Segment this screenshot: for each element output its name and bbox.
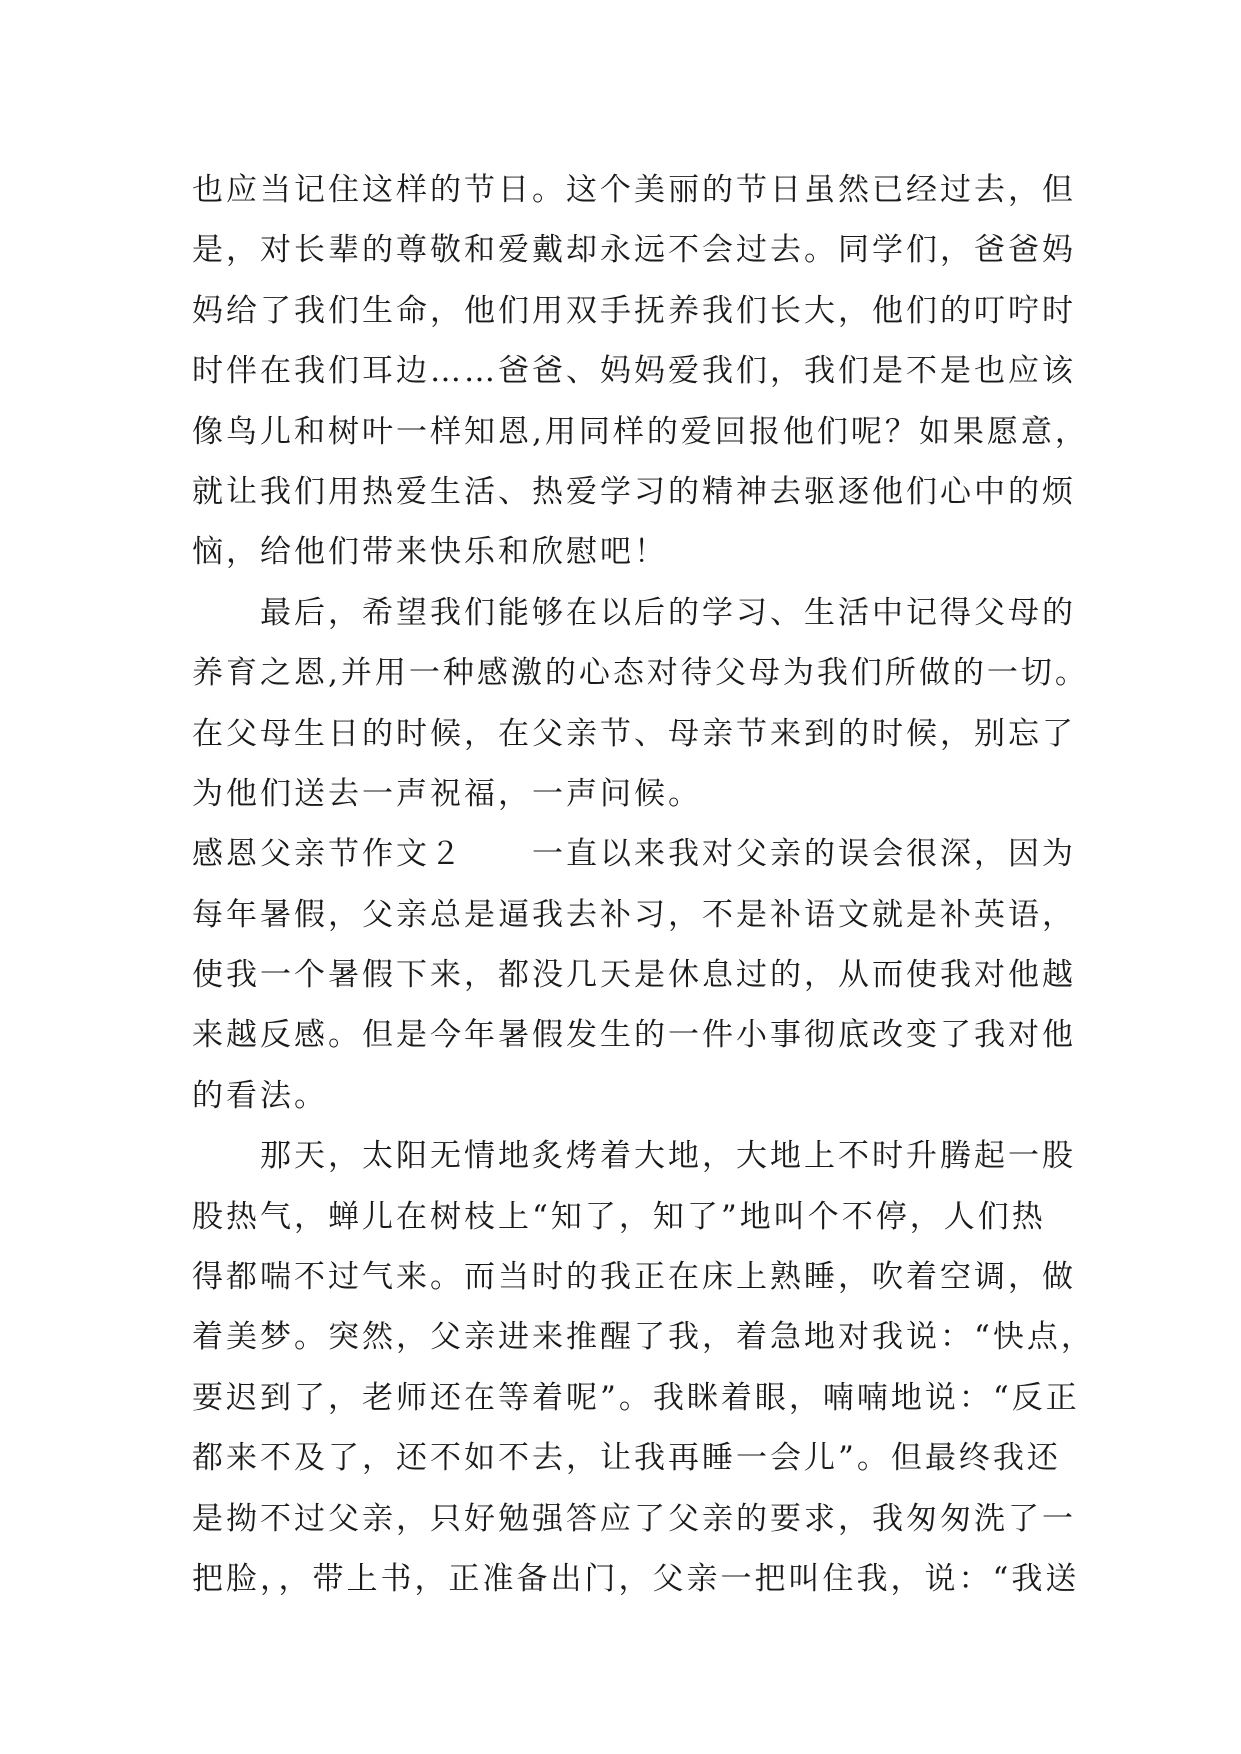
text-line: 那天，太阳无情地炙烤着大地，大地上不时升腾起一股 xyxy=(192,1138,1076,1175)
essay-title-line: 感恩父亲节作文２ 一直以来我对父亲的误会很深，因为 xyxy=(192,836,1076,873)
text-line: 在父母生日的时候，在父亲节、母亲节来到的时候，别忘了 xyxy=(192,715,1076,752)
text-line: 就让我们用热爱生活、热爱学习的精神去驱逐他们心中的烦 xyxy=(192,473,1076,510)
text-line: 养育之恩,并用一种感激的心态对待父母为我们所做的一切。 xyxy=(192,655,1089,692)
text-line: 是，对长辈的尊敬和爱戴却永远不会过去。同学们，爸爸妈 xyxy=(192,232,1076,269)
text-line: 来越反感。但是今年暑假发生的一件小事彻底改变了我对他 xyxy=(192,1017,1076,1054)
text-line: 是拗不过父亲，只好勉强答应了父亲的要求，我匆匆洗了一 xyxy=(192,1500,1076,1537)
text-line: 把脸，，带上书，正准备出门，父亲一把叫住我，说：“我送 xyxy=(192,1560,1080,1597)
text-line: 每年暑假，父亲总是逼我去补习，不是补语文就是补英语， xyxy=(192,896,1076,933)
text-line: 的看法。 xyxy=(192,1077,328,1114)
text-line: 都来不及了，还不如不去，让我再睡一会儿”。但最终我还 xyxy=(192,1440,1061,1477)
text-line: 为他们送去一声祝福，一声问候。 xyxy=(192,775,702,812)
text-line: 恼，给他们带来快乐和欣慰吧！ xyxy=(192,534,668,571)
text-line: 妈给了我们生命，他们用双手抚养我们长大，他们的叮咛时 xyxy=(192,292,1076,329)
text-line: 也应当记住这样的节日。这个美丽的节日虽然已经过去，但 xyxy=(192,172,1076,208)
essay-body xyxy=(192,160,1095,1609)
text-line: 像鸟儿和树叶一样知恩,用同样的爱回报他们呢？如果愿意， xyxy=(192,413,1089,450)
text-line: 着美梦。突然，父亲进来推醒了我，着急地对我说：“快点， xyxy=(192,1319,1095,1356)
text-line: 最后，希望我们能够在以后的学习、生活中记得父母的 xyxy=(192,594,1076,631)
text-line: 使我一个暑假下来，都没几天是休息过的，从而使我对他越 xyxy=(192,957,1076,994)
text-line: 时伴在我们耳边……爸爸、妈妈爱我们，我们是不是也应该 xyxy=(192,353,1076,390)
text-line: 要迟到了，老师还在等着呢”。我眯着眼，喃喃地说：“反正 xyxy=(192,1379,1080,1416)
text-line: 股热气，蝉儿在树枝上“知了，知了”地叫个不停，人们热 xyxy=(192,1198,1046,1235)
text-line: 得都喘不过气来。而当时的我正在床上熟睡，吹着空调，做 xyxy=(192,1259,1076,1296)
